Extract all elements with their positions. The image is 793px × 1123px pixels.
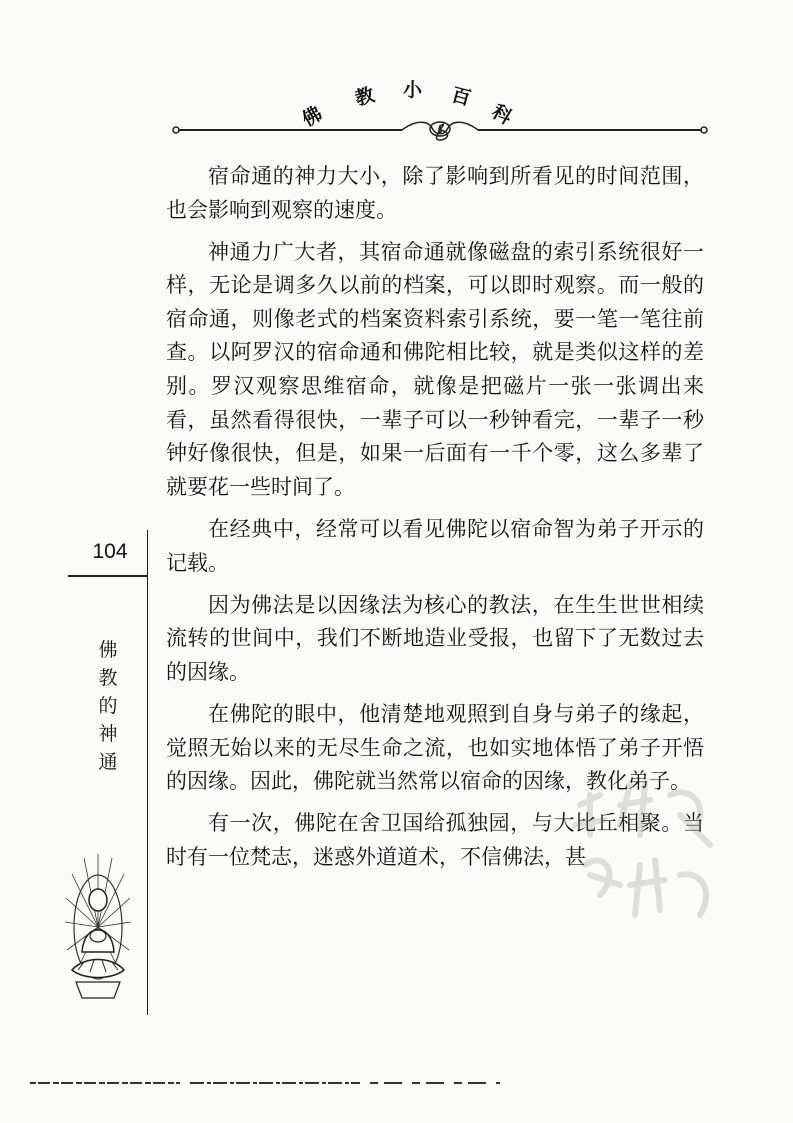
margin-horizontal-rule (68, 575, 148, 577)
side-title-char: 神 (98, 723, 118, 745)
header-char-3: 小 (403, 79, 423, 101)
buddha-figure-icon (64, 852, 132, 1002)
scan-edge-noise (30, 1080, 500, 1086)
header-char-4: 百 (449, 83, 474, 111)
paragraph: 宿命通的神力大小，除了影响到所看见的时间范围，也会影响到观察的速度。 (166, 164, 704, 222)
side-book-title (93, 636, 123, 776)
paragraph: 在佛陀的眼中，他清楚地观照到自身与弟子的缘起，觉照无始以来的无尽生命之流，也如实地体悟了弟子开悟的因缘。因此，佛陀就当然常以宿命的因缘，教化弟子。 (166, 701, 704, 794)
header-ornament-rule (170, 118, 710, 142)
page-number: 104 (92, 540, 128, 563)
header-char-5: 科 (488, 100, 516, 130)
header-char-2: 教 (352, 83, 377, 111)
margin-vertical-rule (147, 575, 148, 1015)
side-title-char: 通 (98, 751, 118, 773)
side-title-char: 的 (98, 695, 118, 717)
paragraph: 神通力广大者，其宿命通就像磁盘的索引系统很好一样，无论是调多久以前的档案，可以即时观察。而一般的宿命通，则像老式的档案资料索引系统，要一笔一笔往前查。以阿罗汉的宿命通和佛陀相比较，就是类似这样的差别。罗汉观察思维宿命，就像是把磁片一张一张调出来看，虽然看得很快，一辈子可以一秒钟看完，一辈子一秒钟好像很快，但是，如果一后面有一千个零，这么多辈了就要花一些时间了。 (166, 239, 704, 499)
paragraph: 因为佛法是以因缘法为核心的教法，在生生世世相续流转的世间中，我们不断地造业受报，也留下了无数过去的因缘。 (166, 592, 704, 684)
paragraph: 有一次，佛陀在舍卫国给孤独园，与大比丘相聚。当时有一位梵志，迷惑外道道术，不信佛法，甚 (166, 811, 704, 869)
header-char-1: 佛 (298, 102, 326, 132)
paragraph: 在经典中，经常可以看见佛陀以宿命智为弟子开示的记载。 (166, 516, 704, 575)
side-title-char: 教 (98, 667, 118, 689)
watermark-stamp (560, 775, 730, 935)
side-title-char: 佛 (98, 639, 118, 661)
